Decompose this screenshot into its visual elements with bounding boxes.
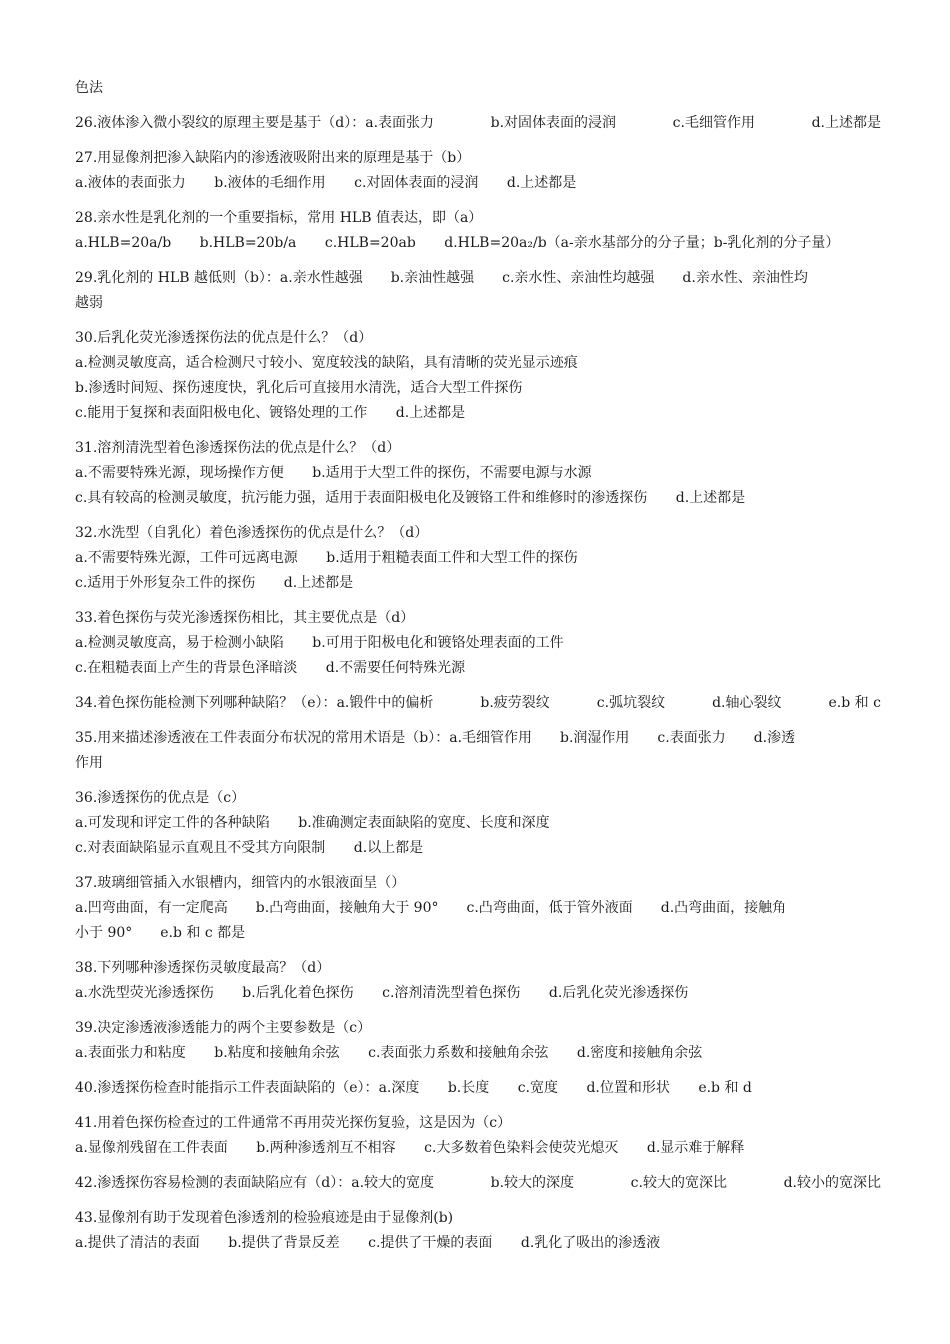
options-line bbox=[75, 571, 881, 596]
option-c: c.在粗糙表面上产生的背景色泽暗淡 bbox=[75, 660, 298, 676]
option-d: d.上述都是 bbox=[811, 115, 881, 131]
question-26-stem-and-a bbox=[75, 111, 434, 136]
question-line-2: 越弱 bbox=[75, 295, 103, 311]
options-line bbox=[75, 171, 881, 196]
option-d: d.轴心裂纹 bbox=[712, 695, 782, 711]
question-stem: 39.决定渗透液渗透能力的两个主要参数是（c） bbox=[75, 1020, 372, 1036]
options-line bbox=[75, 1041, 881, 1066]
option-b: b.准确测定表面缺陷的宽度、长度和深度 bbox=[298, 815, 550, 831]
question-27 bbox=[75, 146, 881, 196]
question-36 bbox=[75, 786, 881, 861]
question-28 bbox=[75, 206, 881, 256]
option-b: b.后乳化着色探伤 bbox=[242, 985, 354, 1001]
option-b: b.HLB=20b/a bbox=[199, 235, 297, 251]
question-38 bbox=[75, 956, 881, 1006]
option-d: d.较小的宽深比 bbox=[783, 1175, 881, 1191]
option-a: a.不需要特殊光源，工件可远离电源 bbox=[75, 550, 298, 566]
option-a: a.HLB=20a/b bbox=[75, 235, 172, 251]
options-line bbox=[75, 836, 881, 861]
question-37 bbox=[75, 871, 881, 946]
question-39 bbox=[75, 1016, 881, 1066]
question-stem: 36.渗透探伤的优点是（c） bbox=[75, 790, 246, 806]
option-a: a.深度 bbox=[378, 1080, 420, 1096]
options-line bbox=[75, 656, 881, 681]
question-stem: 38.下列哪种渗透探伤灵敏度最高？（d） bbox=[75, 960, 331, 976]
question-stem: 43.显像剂有助于发现着色渗透剂的检验痕迹是由于显像剂(b) bbox=[75, 1210, 454, 1226]
question-stem: 34.着色探伤能检测下列哪种缺陷？（e）： bbox=[75, 695, 337, 711]
option-a: a.显像剂残留在工件表面 bbox=[75, 1140, 228, 1156]
option-b: b.对固体表面的浸润 bbox=[490, 115, 617, 131]
question-stem: 40.渗透探伤检查时能指示工件表面缺陷的（e）： bbox=[75, 1080, 379, 1096]
option-a: a.不需要特殊光源，现场操作方便 bbox=[75, 465, 284, 481]
question-32 bbox=[75, 521, 881, 596]
option-c: c.大多数着色染料会使荧光熄灭 bbox=[424, 1140, 619, 1156]
option-d: d.位置和形状 bbox=[586, 1080, 670, 1096]
option-a: a.检测灵敏度高，易于检测小缺陷 bbox=[75, 635, 284, 651]
option-b: b.适用于粗糙表面工件和大型工件的探伤 bbox=[326, 550, 578, 566]
option-c: c.毛细管作用 bbox=[672, 115, 755, 131]
option-c: c.较大的宽深比 bbox=[630, 1175, 727, 1191]
option-b: b.液体的毛细作用 bbox=[214, 175, 326, 191]
option-d: d.上述都是 bbox=[395, 405, 466, 421]
options-line bbox=[75, 401, 881, 426]
question-stem: 32.水洗型（自乳化）着色渗透探伤的优点是什么？（d） bbox=[75, 525, 429, 541]
option-e: e.b 和 d bbox=[698, 1080, 752, 1096]
option-e: e.b 和 c bbox=[828, 695, 881, 711]
question-26-line bbox=[75, 111, 881, 136]
option-b: b.渗透时间短、探伤速度快，乳化后可直接用水清洗，适合大型工件探伤 bbox=[75, 380, 523, 396]
option-c: c.宽度 bbox=[517, 1080, 558, 1096]
option-a: a.较大的宽度 bbox=[351, 1175, 435, 1191]
option-d: d.上述都是 bbox=[506, 175, 577, 191]
options-line-1: a.凹弯曲面，有一定爬高 b.凸弯曲面，接触角大于 90° c.凸弯曲面，低于管外液面 d.凸弯曲面，接触角 bbox=[75, 900, 787, 916]
question-stem: 28.亲水性是乳化剂的一个重要指标，常用 HLB 值表达，即（a） bbox=[75, 210, 483, 226]
options-line bbox=[75, 231, 881, 256]
question-line-1: 35.用来描述渗透液在工件表面分布状况的常用术语是（b）：a.毛细管作用 b.润湿作用 c.表面张力 d.渗透 bbox=[75, 730, 796, 746]
question-42-stem-and-a bbox=[75, 1171, 434, 1196]
option-d: d.显示难于解释 bbox=[646, 1140, 745, 1156]
question-stem: 41.用着色探伤检查过的工件通常不再用荧光探伤复验，这是因为（c） bbox=[75, 1115, 512, 1131]
option-d: d.上述都是 bbox=[283, 575, 354, 591]
option-b: b.提供了背景反差 bbox=[228, 1235, 340, 1251]
option-d: d.密度和接触角余弦 bbox=[576, 1045, 703, 1061]
question-35 bbox=[75, 726, 881, 776]
question-33 bbox=[75, 606, 881, 681]
options-line bbox=[75, 1231, 881, 1256]
question-34-line bbox=[75, 691, 881, 716]
option-a: a.水洗型荧光渗透探伤 bbox=[75, 985, 214, 1001]
options-line bbox=[75, 981, 881, 1006]
option-a: a.锻件中的偏析 bbox=[336, 695, 434, 711]
option-d: d.HLB=20a₂/b（a-亲水基部分的分子量；b-乳化剂的分子量） bbox=[444, 235, 840, 251]
question-stem: 33.着色探伤与荧光渗透探伤相比，其主要优点是（d） bbox=[75, 610, 415, 626]
option-c: c.能用于复探和表面阳极电化、镀铬处理的工作 bbox=[75, 405, 368, 421]
option-d: d.不需要任何特殊光源 bbox=[325, 660, 466, 676]
question-43 bbox=[75, 1206, 881, 1256]
question-42 bbox=[75, 1171, 881, 1196]
option-d: d.以上都是 bbox=[353, 840, 424, 856]
question-stem: 27.用显像剂把渗入缺陷内的渗透液吸附出来的原理是基于（b） bbox=[75, 150, 471, 166]
question-40 bbox=[75, 1076, 881, 1101]
option-c: c.适用于外形复杂工件的探伤 bbox=[75, 575, 256, 591]
options-line-2: 小于 90° e.b 和 c 都是 bbox=[75, 925, 246, 941]
option-a: a.检测灵敏度高，适合检测尺寸较小、宽度较浅的缺陷，具有清晰的荧光显示迹痕 bbox=[75, 355, 578, 371]
option-a: a.表面张力和粘度 bbox=[75, 1045, 186, 1061]
option-b: b.两种渗透剂互不相容 bbox=[256, 1140, 396, 1156]
question-34-stem-and-a bbox=[75, 691, 433, 716]
option-b: b.长度 bbox=[447, 1080, 490, 1096]
options-line bbox=[75, 461, 881, 486]
option-c: c.HLB=20ab bbox=[324, 235, 416, 251]
option-b: b.较大的深度 bbox=[490, 1175, 575, 1191]
option-b: b.疲劳裂纹 bbox=[480, 695, 550, 711]
option-c: c.弧坑裂纹 bbox=[596, 695, 666, 711]
question-stem: 42.渗透探伤容易检测的表面缺陷应有（d）： bbox=[75, 1175, 352, 1191]
options-line bbox=[75, 486, 881, 511]
option-c: c.表面张力系数和接触角余弦 bbox=[368, 1045, 549, 1061]
question-stem: 26.液体渗入微小裂纹的原理主要是基于（d）： bbox=[75, 115, 366, 131]
option-a: a.表面张力 bbox=[365, 115, 435, 131]
question-stem: 37.玻璃细管插入水银槽内，细管内的水银液面呈（） bbox=[75, 875, 406, 891]
option-a: a.提供了清洁的表面 bbox=[75, 1235, 200, 1251]
question-line-1: 29.乳化剂的 HLB 越低则（b）：a.亲水性越强 b.亲油性越强 c.亲水性、亲油性均越强 d.亲水性、亲油性均 bbox=[75, 270, 808, 286]
question-29 bbox=[75, 266, 881, 316]
option-c: c.溶剂清洗型着色探伤 bbox=[382, 985, 521, 1001]
question-31 bbox=[75, 436, 881, 511]
option-d: d.上述都是 bbox=[675, 490, 746, 506]
option-c: c.对固体表面的浸润 bbox=[354, 175, 479, 191]
question-30 bbox=[75, 326, 881, 426]
option-b: b.粘度和接触角余弦 bbox=[214, 1045, 340, 1061]
options-line bbox=[75, 811, 881, 836]
option-c: c.提供了干燥的表面 bbox=[368, 1235, 493, 1251]
options-line bbox=[75, 631, 881, 656]
option-d: d.乳化了吸出的渗透液 bbox=[520, 1235, 661, 1251]
question-41 bbox=[75, 1111, 881, 1161]
option-b: b.适用于大型工件的探伤，不需要电源与水源 bbox=[312, 465, 592, 481]
intro-text: 色法 bbox=[75, 80, 103, 96]
option-b: b.可用于阳极电化和镀铬处理表面的工件 bbox=[312, 635, 564, 651]
question-42-line bbox=[75, 1171, 881, 1196]
option-c: c.对表面缺陷显示直观且不受其方向限制 bbox=[75, 840, 326, 856]
question-line-2: 作用 bbox=[75, 755, 103, 771]
option-c: c.具有较高的检测灵敏度，抗污能力强，适用于表面阳极电化及镀铬工件和维修时的渗透探伤 bbox=[75, 490, 648, 506]
options-line bbox=[75, 546, 881, 571]
question-26 bbox=[75, 111, 881, 136]
question-34 bbox=[75, 691, 881, 716]
question-stem: 31.溶剂清洗型着色渗透探伤法的优点是什么？（d） bbox=[75, 440, 401, 456]
options-line bbox=[75, 1136, 881, 1161]
option-a: a.液体的表面张力 bbox=[75, 175, 186, 191]
document-page bbox=[75, 76, 881, 1266]
option-d: d.后乳化荧光渗透探伤 bbox=[548, 985, 689, 1001]
option-a: a.可发现和评定工件的各种缺陷 bbox=[75, 815, 270, 831]
question-40-line bbox=[75, 1076, 881, 1101]
question-stem: 30.后乳化荧光渗透探伤法的优点是什么？（d） bbox=[75, 330, 373, 346]
